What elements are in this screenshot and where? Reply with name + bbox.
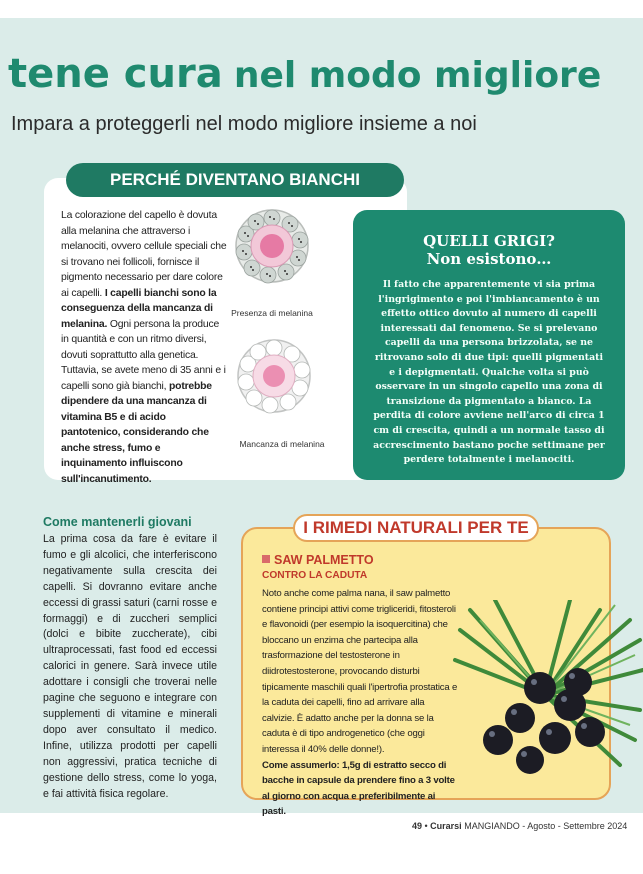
keep-young-text: La prima cosa da fare è evitare il fumo e gli alcolici, che interferiscono negativamente sulla crescita dei capelli. Si dovranno evitare anche eccessi di grassi saturi (carni rosse e formaggi) e di zuccheri semplici (dolci e bibite zuccherate), cibi ultraprocessati, fast food ed eccessi calorici in genere. Sarà invece utile adottare i consigli che troverai nelle pagine che seguono e integrare con supplementi di vitamine e minerali dopo aver consultato il medico. Infine, utilizza prodotti per capelli non aggressivi, pratica tecniche di gestione dello stress, come lo yoga, e fai attività fisica regolare. <box>43 533 217 800</box>
title-bold: tene cura <box>8 51 223 97</box>
page-title <box>8 51 602 97</box>
grey-hair-box <box>353 210 625 480</box>
page-subtitle: Impara a proteggerli nel modo migliore insieme a noi <box>11 113 477 135</box>
saw-palmetto-berries-illustration <box>450 600 643 790</box>
why-white-text <box>61 208 227 487</box>
why-white-p2-bold: potrebbe dipendere da una mancanza di vitamina B5 e di acido pantotenico, considerando che anche stress, fumo e inquinamento influiscono sull'incanutimento. <box>61 380 212 485</box>
grey-hair-text: Il fatto che apparentemente vi sia prima l'ingrigimento e poi l'imbiancamento è un effetto ottico dovuto al numero di capelli interessati dal fenomeno. Se si prelevano capelli da una persona brizzolata, se ne ritrovano solo di due tipi: quelli pigmentati e i depigmentati. Qualche volta si può osservare in un singolo capello una zona di transizione da pigmentato a bianco. La perdita di colore avviene nell'arco di circa 1 cm di crescita, quindi a un normale tasso di accrescimento bastano poche settimane per perdere totalmente i melanociti. <box>373 279 605 466</box>
page-number: 49 <box>412 821 423 831</box>
natural-remedies-tab: I RIMEDI NATURALI PER TE <box>293 514 539 542</box>
why-white-p1: La colorazione del capello è dovuta alla melanina che attraverso i melanociti, ovvero cellule speciali che si trovano nei follicoli, fornisce il pigmento necessario per dare colore ai capelli. <box>61 210 227 299</box>
keep-young-title: Come mantenerli giovani <box>43 515 192 529</box>
page-footer: 49 • Curarsi MANGIANDO - Agosto - Settembre 2024 <box>412 821 628 831</box>
saw-palmetto-body: Noto anche come palma nana, il saw palmetto contiene principi attivi come trigliceridi, fitosteroli e flavonoidi (per esempio la isoquercitina) che bloccano un enzima che partecipa alla trasformazione del testosterone in diidrotestosterone, provocando disturbi tipicamente maschili quali l'ipertrofia prostatica e la caduta dei capelli, fino ad arrivare alla calvizie. È adatto anche per la donna se la caduta è di tipo androgenetico (che oggi interessa il 40% delle donne!). <box>262 588 458 755</box>
cell-with-melanina-illustration <box>234 208 310 284</box>
grey-hair-title-line1: QUELLI GRIGI? <box>423 232 555 250</box>
cell-without-melanina-illustration <box>236 338 312 414</box>
saw-palmetto-text <box>262 586 458 820</box>
saw-palmetto-dose: Come assumerlo: 1,5g di estratto secco di bacche in capsule da prendere fino a 3 volte al giorno con acqua e preferibilmente ai pasti. <box>262 759 455 818</box>
saw-palmetto-title-text: SAW PALMETTO <box>274 553 374 567</box>
title-rest: nel modo migliore <box>233 55 602 96</box>
caption-mancanza: Mancanza di melanina <box>239 439 325 449</box>
why-white-p2: Ogni persona la produce in quantità e con un ritmo diversi, dovuti soprattutto alla genetica. Tuttavia, se avete meno di 35 anni e i capelli sono già bianchi, <box>61 318 226 392</box>
why-white-tab: PERCHÉ DIVENTANO BIANCHI <box>66 163 404 197</box>
footer-brand: Curarsi <box>430 821 462 831</box>
saw-palmetto-title <box>262 553 374 567</box>
saw-palmetto-subtitle: CONTRO LA CADUTA <box>262 570 368 581</box>
grey-hair-title-line2: Non esistono… <box>426 250 552 268</box>
footer-issue: MANGIANDO - Agosto - Settembre 2024 <box>464 821 628 831</box>
why-white-p1-bold: I capelli bianchi sono la conseguenza della mancanza di melanina. <box>61 287 217 330</box>
grey-hair-title <box>353 232 625 268</box>
square-bullet-icon <box>262 555 270 563</box>
caption-presenza: Presenza di melanina <box>231 308 313 318</box>
